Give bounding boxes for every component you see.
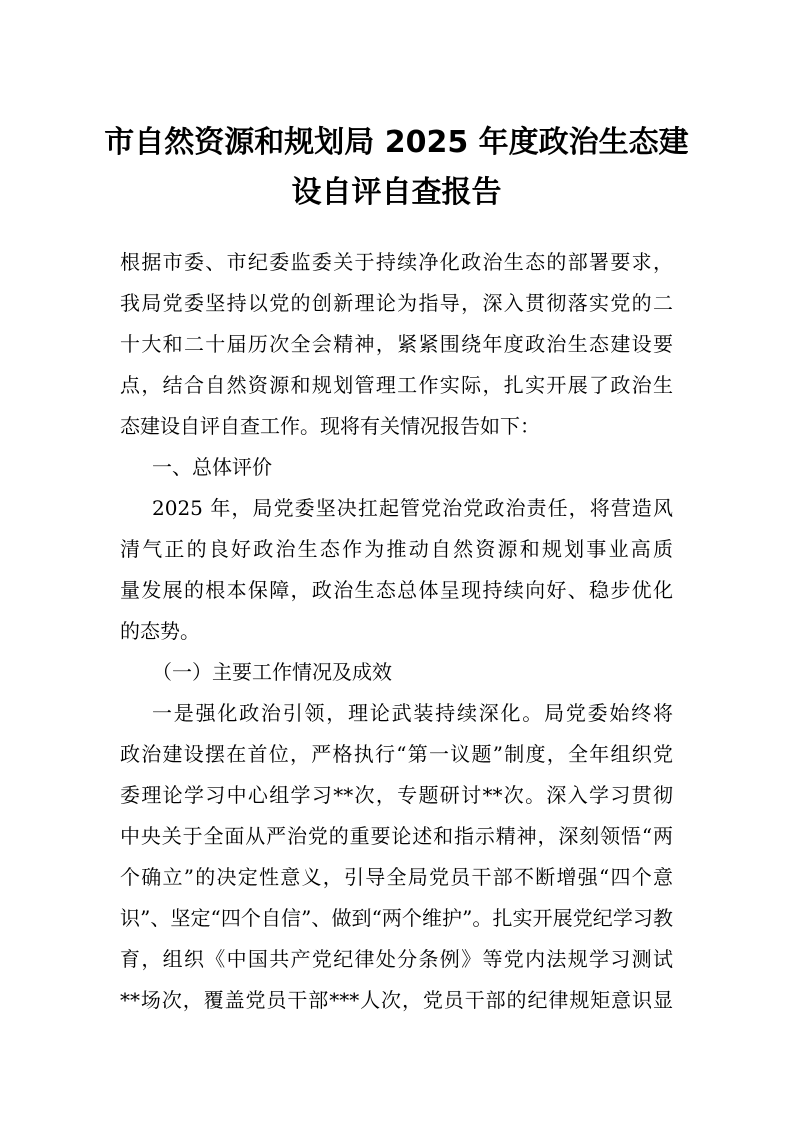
section-heading-overall-evaluation: 一、总体评价 — [152, 455, 272, 479]
body-line: 清气正的良好政治生态作为推动自然资源和规划事业高质 — [120, 537, 673, 561]
body-line: 根据市委、市纪委监委关于持续净化政治生态的部署要求， — [120, 250, 673, 274]
title-line-1: 市自然资源和规划局 2025 年度政治生态建 — [104, 125, 689, 160]
body-line: 量发展的根本保障，政治生态总体呈现持续向好、稳步优化 — [120, 578, 673, 602]
body-line: **场次，覆盖党员干部***人次，党员干部的纪律规矩意识显 — [120, 988, 673, 1012]
body-line: 点，结合自然资源和规划管理工作实际，扎实开展了政治生 — [120, 373, 673, 397]
body-line: 十大和二十届历次全会精神，紧紧围绕年度政治生态建设要 — [120, 332, 673, 356]
body-line: 态建设自评自查工作。现将有关情况报告如下： — [120, 414, 540, 438]
body-line: 政治建设摆在首位，严格执行“第一议题”制度，全年组织党 — [120, 742, 673, 766]
body-line: 委理论学习中心组学习**次，专题研讨**次。深入学习贯彻 — [120, 783, 673, 807]
body-line: 育，组织《中国共产党纪律处分条例》等党内法规学习测试 — [120, 947, 673, 971]
subsection-heading-main-work: （一）主要工作情况及成效 — [152, 660, 392, 684]
body-line: 一是强化政治引领，理论武装持续深化。局党委始终将 — [152, 701, 673, 725]
body-line: 的态势。 — [120, 619, 200, 643]
body-line: 中央关于全面从严治党的重要论述和指示精神，深刻领悟“两 — [120, 824, 673, 848]
body-line: 我局党委坚持以党的创新理论为指导，深入贯彻落实党的二 — [120, 291, 673, 315]
body-line: 个确立”的决定性意义，引导全局党员干部不断增强“四个意 — [120, 865, 673, 889]
title-line-2: 设自评自查报告 — [291, 175, 502, 210]
body-line: 2025 年，局党委坚决扛起管党治党政治责任，将营造风 — [152, 496, 673, 520]
document-title — [100, 118, 693, 218]
body-line: 识”、坚定“四个自信”、做到“两个维护”。扎实开展党纪学习教 — [120, 906, 673, 930]
document-body — [120, 242, 673, 1021]
